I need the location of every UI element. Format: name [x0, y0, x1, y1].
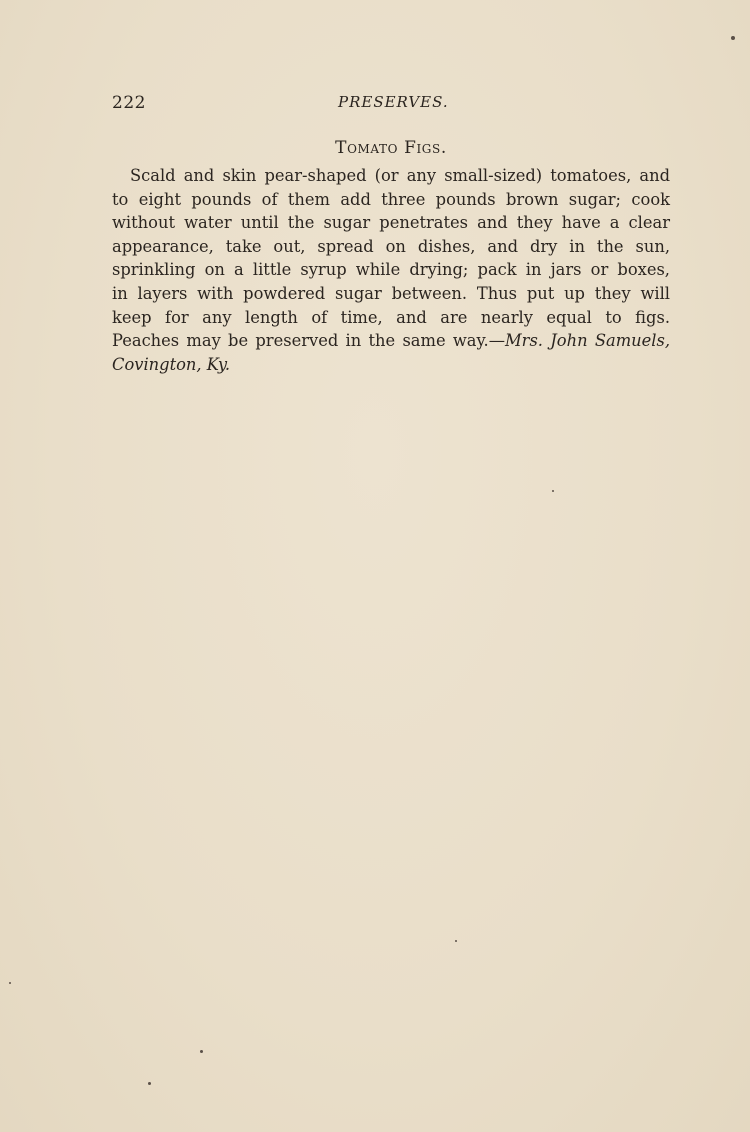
recipe-line: sprinkling on a little syrup while drying; pack in jars or boxes,	[112, 260, 670, 280]
recipe-line: Scald and skin pear-shaped (or any small-sized) tomatoes, and	[130, 166, 670, 185]
running-head	[112, 93, 670, 117]
recipe-line: without water until the sugar penetrates and they have a clear	[112, 213, 670, 233]
attribution-place: Covington, Ky.	[112, 354, 231, 374]
recipe-line: in layers with powdered sugar between. Thus put up they will	[112, 283, 670, 303]
recipe-line: appearance, take out, spread on dishes, and dry in the sun,	[112, 236, 670, 256]
paper-speck	[9, 982, 11, 984]
paper-speck	[731, 36, 735, 40]
recipe-body	[112, 164, 670, 376]
paper-speck	[552, 490, 554, 492]
recipe-title: Tomato Figs.	[335, 138, 447, 158]
page-number: 222	[112, 93, 146, 113]
paper-speck	[200, 1050, 203, 1053]
recipe-line: to eight pounds of them add three pounds brown sugar; cook	[112, 189, 670, 209]
recipe-line: keep for any length of time, and are nearly equal to figs.	[112, 307, 670, 327]
recipe-line-text: Peaches may be preserved in the same way.—	[112, 331, 505, 351]
paper-speck	[148, 1082, 151, 1085]
recipe-line-attribution	[112, 329, 670, 353]
running-title: PRESERVES.	[338, 93, 449, 111]
paper-speck	[455, 940, 457, 942]
attribution-name: Mrs. John Samuels,	[505, 331, 670, 351]
